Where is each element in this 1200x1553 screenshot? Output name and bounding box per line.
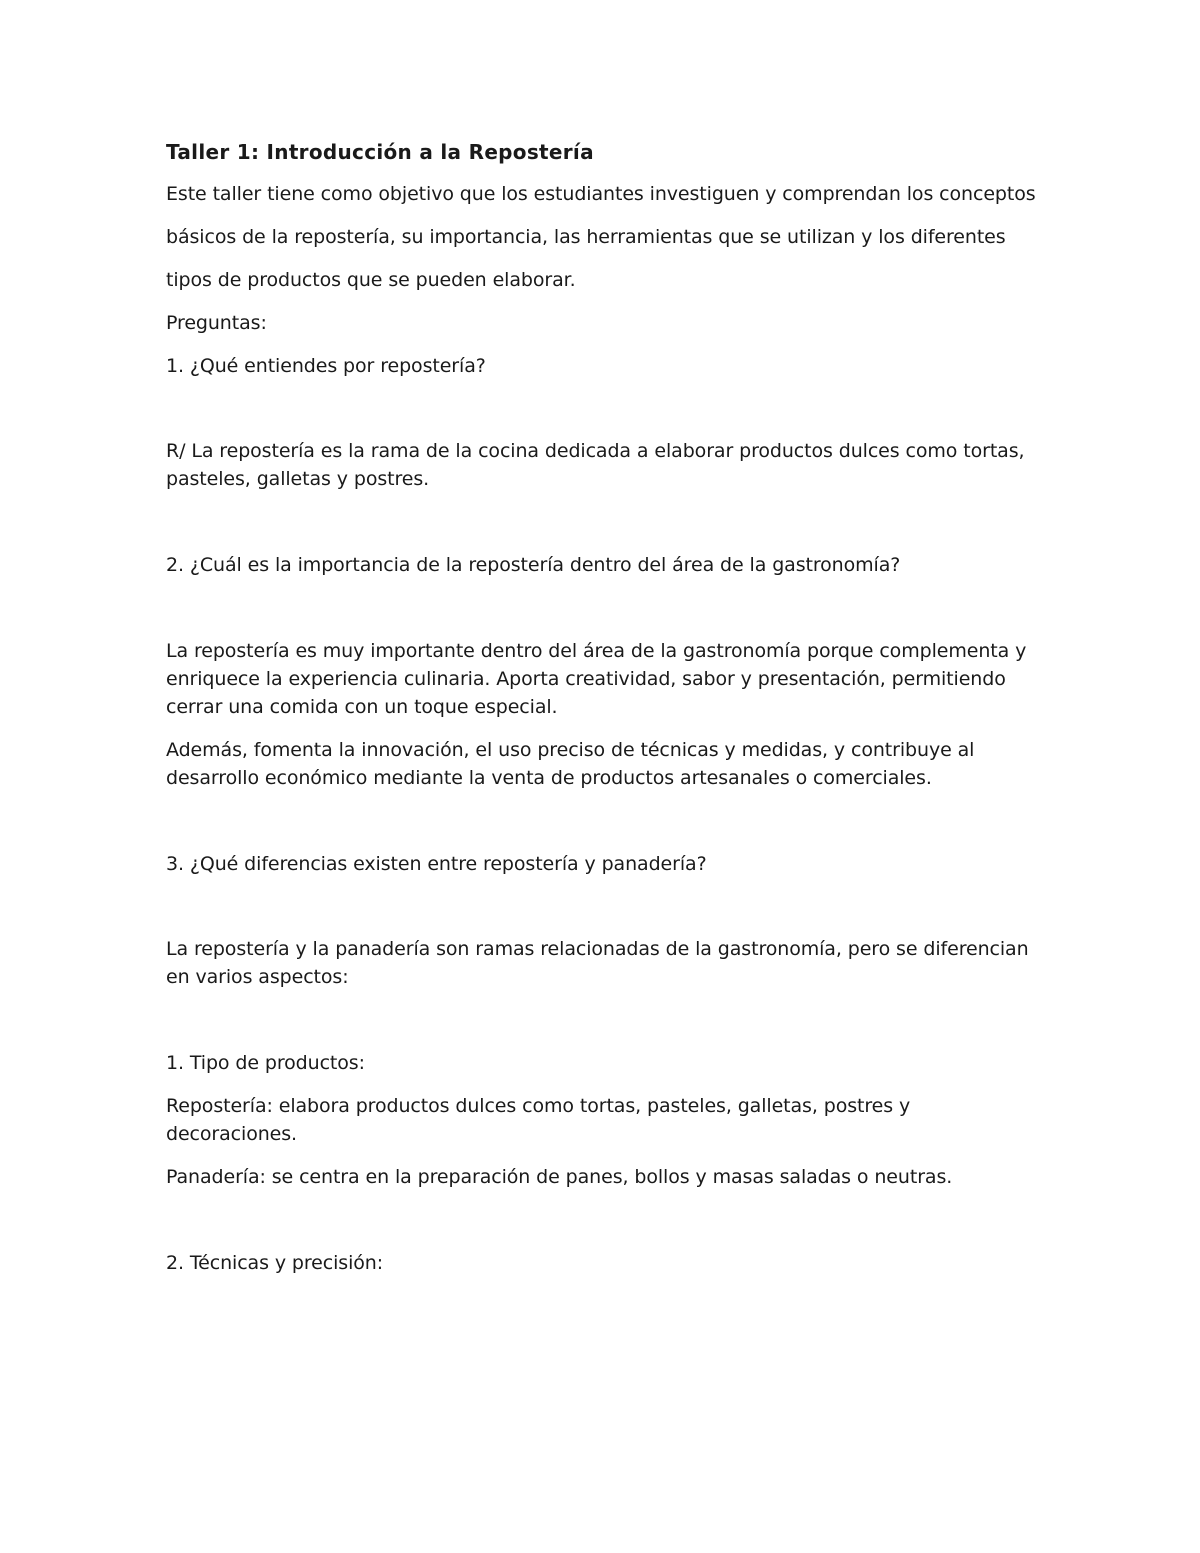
- document-title: Taller 1: Introducción a la Repostería: [166, 140, 594, 164]
- subsection-1-reposteria: Repostería: elabora productos dulces como tortas, pasteles, galletas, postres y decoraciones.: [166, 1095, 911, 1145]
- answer-1: R/ La repostería es la rama de la cocina dedicada a elaborar productos dulces como tortas, pasteles, galletas y postres.: [166, 440, 1025, 490]
- intro-line-2: básicos de la repostería, su importancia, las herramientas que se utilizan y los diferentes: [166, 226, 1006, 248]
- answer-3-intro: La repostería y la panadería son ramas relacionadas de la gastronomía, pero se diferencian en varios aspectos:: [166, 938, 1029, 988]
- answer-2-paragraph-1: La repostería es muy importante dentro del área de la gastronomía porque complementa y enriquece la experiencia culinaria. Aporta creatividad, sabor y presentación, permitiendo cerrar una comida con un toque especial.: [166, 640, 1027, 718]
- document-page: [166, 138, 1046, 1277]
- subsection-1-panaderia: Panadería: se centra en la preparación de panes, bollos y masas saladas o neutras.: [166, 1166, 953, 1188]
- question-2: 2. ¿Cuál es la importancia de la repostería dentro del área de la gastronomía?: [166, 554, 901, 576]
- subsection-2-heading: 2. Técnicas y precisión:: [166, 1252, 384, 1274]
- intro-line-1: Este taller tiene como objetivo que los estudiantes investiguen y comprendan los conceptos: [166, 183, 1036, 205]
- answer-2-paragraph-2: Además, fomenta la innovación, el uso preciso de técnicas y medidas, y contribuye al desarrollo económico mediante la venta de productos artesanales o comerciales.: [166, 739, 975, 789]
- questions-heading: Preguntas:: [166, 312, 267, 334]
- question-3: 3. ¿Qué diferencias existen entre repostería y panadería?: [166, 853, 707, 875]
- question-1: 1. ¿Qué entiendes por repostería?: [166, 355, 486, 377]
- intro-line-3: tipos de productos que se pueden elaborar.: [166, 269, 576, 291]
- subsection-1-heading: 1. Tipo de productos:: [166, 1052, 365, 1074]
